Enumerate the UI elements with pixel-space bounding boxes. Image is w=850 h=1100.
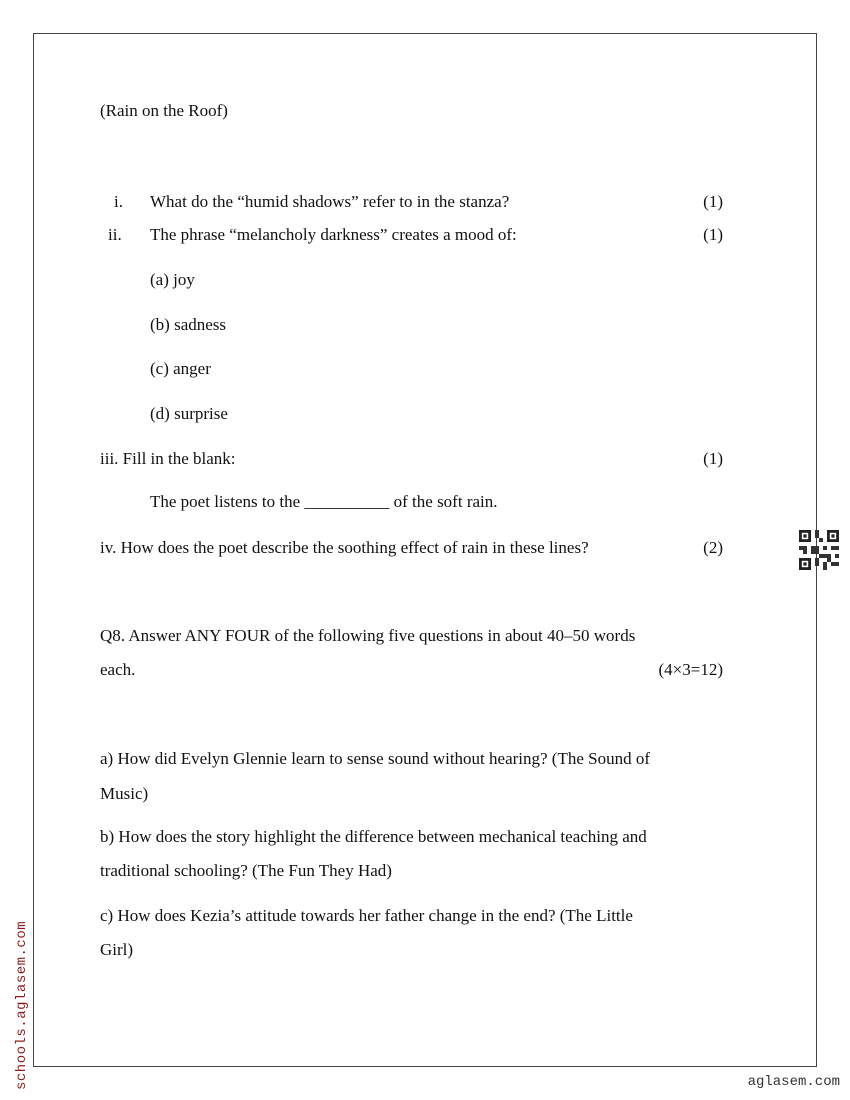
q8-question-b: b) How does the story highlight the difference between mechanical teaching and: [100, 827, 647, 846]
question-text: iv. How does the poet describe the soothing effect of rain in these lines?: [100, 538, 589, 557]
q8-question-c: c) How does Kezia’s attitude towards her father change in the end? (The Little: [100, 906, 633, 925]
option-c: (c) anger: [150, 359, 211, 378]
q8-question-b-cont: traditional schooling? (The Fun They Had): [100, 861, 392, 880]
question-text: iii. Fill in the blank:: [100, 449, 236, 468]
question-marks: (1): [703, 225, 723, 244]
question-number: ii.: [108, 225, 122, 244]
qr-code-icon: [799, 530, 839, 570]
question-marks: (1): [703, 449, 723, 468]
fill-blank-sentence: The poet listens to the __________ of the soft rain.: [150, 492, 498, 511]
question-text: The phrase “melancholy darkness” creates a mood of:: [150, 225, 517, 244]
option-d: (d) surprise: [150, 404, 228, 423]
option-a: (a) joy: [150, 270, 195, 289]
side-watermark: schools.aglasem.com: [14, 920, 30, 1090]
footer-watermark: aglasem.com: [747, 1074, 840, 1090]
question-number: i.: [114, 192, 123, 211]
section-title: (Rain on the Roof): [100, 101, 228, 120]
option-b: (b) sadness: [150, 315, 227, 334]
question-marks: (2): [703, 538, 723, 557]
question-text: What do the “humid shadows” refer to in the stanza?: [150, 192, 510, 211]
q8-question-a-cont: Music): [100, 784, 149, 803]
q8-instruction-cont: each.: [100, 660, 136, 679]
question-marks: (1): [703, 192, 723, 211]
q8-question-c-cont: Girl): [100, 940, 134, 959]
q8-instruction: Q8. Answer ANY FOUR of the following five questions in about 40–50 words: [100, 626, 636, 645]
q8-marks: (4×3=12): [658, 660, 723, 679]
q8-question-a: a) How did Evelyn Glennie learn to sense sound without hearing? (The Sound of: [100, 749, 651, 768]
